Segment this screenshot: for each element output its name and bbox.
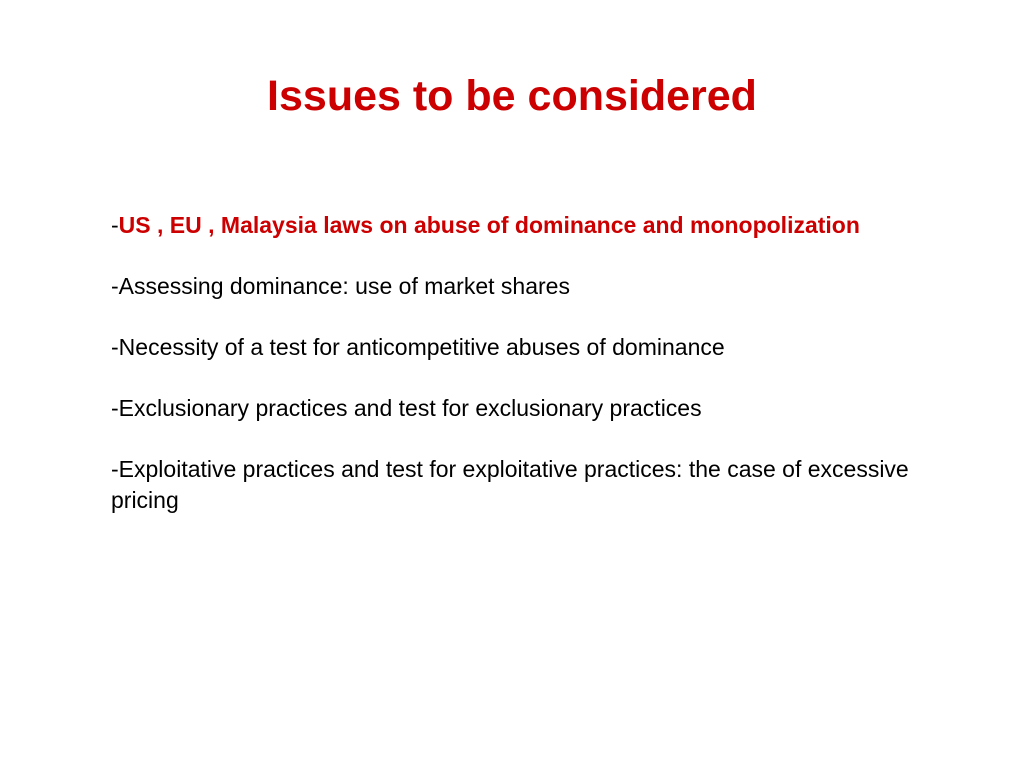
bullet-item-exploitative-practices xyxy=(111,454,911,516)
bullet-text: Exclusionary practices and test for exclusionary practices xyxy=(118,395,702,421)
bullet-text: Exploitative practices and test for exploitative practices: the case of excessive pricing xyxy=(111,456,909,513)
bullet-dash: - xyxy=(111,273,119,299)
bullet-item-laws xyxy=(111,210,911,241)
bullet-text: Necessity of a test for anticompetitive abuses of dominance xyxy=(118,334,725,360)
bullet-item-exclusionary-practices xyxy=(111,393,911,424)
bullet-text: Assessing dominance: use of market shares xyxy=(118,273,570,299)
slide-title: Issues to be considered xyxy=(267,72,757,120)
bullet-dash: - xyxy=(111,456,119,482)
bullet-text: US , EU , Malaysia laws on abuse of dominance and monopolization xyxy=(118,212,860,238)
bullet-dash: - xyxy=(111,212,119,238)
bullet-dash: - xyxy=(111,334,119,360)
bullet-item-necessity-of-test xyxy=(111,332,911,363)
bullet-list xyxy=(111,210,911,546)
bullet-dash: - xyxy=(111,395,119,421)
bullet-item-assessing-dominance xyxy=(111,271,911,302)
